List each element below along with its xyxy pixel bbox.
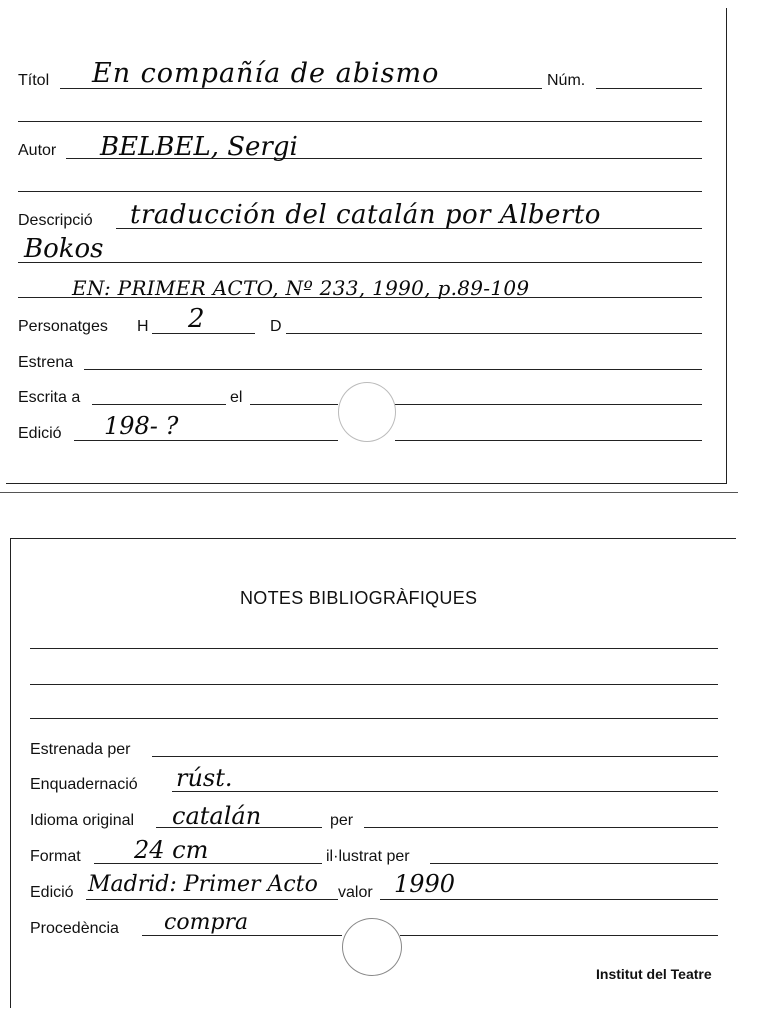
el-label: el — [230, 389, 243, 406]
institution-name: Institut del Teatre — [596, 966, 712, 982]
notes-line-2 — [30, 684, 718, 685]
blank-line — [18, 121, 702, 122]
escrita-label: Escrita a — [18, 389, 81, 406]
descripcio-value-2: Bokos — [24, 234, 104, 264]
d-line — [286, 333, 702, 334]
illustrat-label: il·lustrat per — [326, 848, 410, 865]
punch-hole — [342, 918, 402, 976]
notes-title: NOTES BIBLIOGRÀFIQUES — [240, 588, 478, 608]
autor-value: BELBEL, Sergi — [100, 132, 298, 162]
h-value: 2 — [188, 304, 205, 334]
procedencia-line-right — [400, 935, 718, 936]
edicio-back-line — [86, 899, 338, 900]
edicio-line — [74, 440, 338, 441]
titol-value: En compañía de abismo — [92, 58, 440, 89]
idioma-label: Idioma original — [30, 812, 135, 829]
procedencia-label: Procedència — [30, 920, 119, 937]
notes-line-1 — [30, 648, 718, 649]
valor-line — [380, 899, 718, 900]
card-separator — [0, 492, 738, 493]
h-label: H — [137, 318, 149, 335]
format-value: 24 cm — [134, 836, 209, 864]
valor-label: valor — [338, 884, 373, 901]
notes-line-3 — [30, 718, 718, 719]
blank-line — [18, 191, 702, 192]
descripcio-value-1: traducción del catalán por Alberto — [130, 200, 601, 230]
estrenada-line — [152, 756, 718, 757]
edicio-back-value: Madrid: Primer Acto — [88, 872, 318, 897]
idioma-value: catalán — [172, 802, 262, 830]
estrena-line — [84, 369, 702, 370]
procedencia-line — [142, 935, 342, 936]
descripcio-label: Descripció — [18, 212, 93, 229]
el-line — [250, 404, 338, 405]
punch-hole — [338, 382, 396, 442]
enquadernacio-value: rúst. — [176, 764, 233, 792]
per-label: per — [330, 812, 354, 829]
d-label: D — [270, 318, 282, 335]
edicio-label: Edició — [18, 425, 62, 442]
edicio-value: 198- ? — [104, 412, 179, 440]
escrita-line — [92, 404, 226, 405]
el-line-right — [395, 404, 702, 405]
enquadernacio-line — [172, 791, 718, 792]
illustrat-line — [430, 863, 718, 864]
autor-label: Autor — [18, 142, 57, 159]
format-label: Format — [30, 848, 81, 865]
num-line — [596, 88, 702, 89]
estrenada-label: Estrenada per — [30, 741, 131, 758]
num-label: Núm. — [547, 72, 586, 89]
per-line — [364, 827, 718, 828]
estrena-label: Estrena — [18, 354, 74, 371]
personatges-label: Personatges — [18, 318, 108, 335]
edicio-back-label: Edició — [30, 884, 74, 901]
procedencia-value: compra — [164, 910, 249, 935]
descripcio-line-2 — [18, 262, 702, 263]
titol-label: Títol — [18, 72, 50, 89]
edicio-line-right — [395, 440, 702, 441]
descripcio-value-3: EN: PRIMER ACTO, Nº 233, 1990, p.89-109 — [72, 276, 530, 300]
valor-value: 1990 — [394, 870, 456, 898]
enquadernacio-label: Enquadernació — [30, 776, 138, 793]
